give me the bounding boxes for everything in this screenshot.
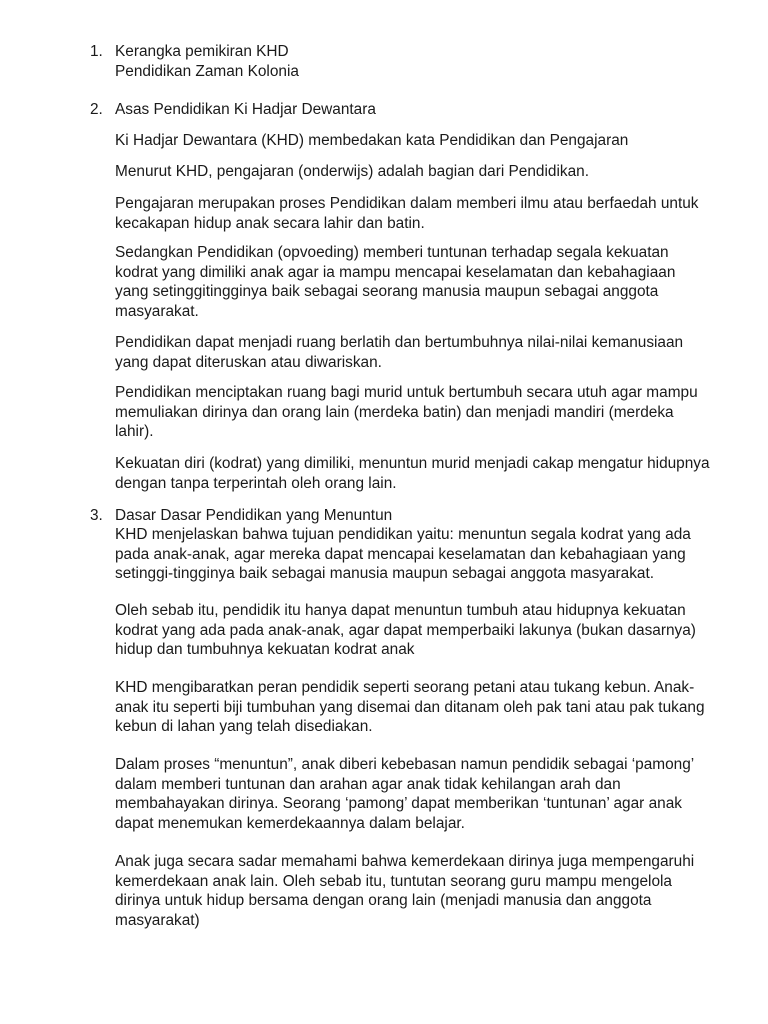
text-line: Ki Hadjar Dewantara (KHD) membedakan kata Pendidikan dan Pengajaran bbox=[115, 132, 629, 149]
item-subtitle: Pendidikan Zaman Kolonia bbox=[115, 62, 299, 80]
paragraph bbox=[115, 601, 696, 660]
text-line: Pendidikan dapat menjadi ruang berlatih dan bertumbuhnya nilai-nilai kemanusiaan bbox=[115, 334, 684, 351]
item-title: Kerangka pemikiran KHD bbox=[115, 43, 289, 60]
text-line: kemerdekaan anak lain. Oleh sebab itu, tuntutan seorang guru mampu mengelola bbox=[115, 872, 672, 890]
text-line: setinggi-tingginya baik sebagai manusia maupun sebagai anggota masyarakat. bbox=[115, 565, 655, 582]
list-number: 3. bbox=[90, 507, 103, 524]
paragraph bbox=[115, 525, 691, 584]
text-line: Anak juga secara sadar memahami bahwa kemerdekaan dirinya juga mempengaruhi bbox=[115, 853, 695, 870]
section-heading: Dasar Dasar Pendidikan yang Menuntun bbox=[115, 507, 393, 524]
text-line: memuliakan dirinya dan orang lain (merdeka batin) dan menjadi mandiri (merdeka bbox=[115, 403, 674, 421]
text-line: masyarakat) bbox=[115, 911, 200, 929]
text-line: Pendidikan menciptakan ruang bagi murid untuk bertumbuh secara utuh agar mampu bbox=[115, 384, 698, 401]
text-line: dapat menemukan kemerdekaannya dalam belajar. bbox=[115, 814, 465, 832]
paragraph bbox=[115, 383, 698, 442]
paragraph bbox=[115, 454, 710, 493]
paragraph bbox=[115, 852, 694, 930]
text-line: pada anak-anak, agar mereka dapat mencapai keselamatan dan kebahagiaan yang bbox=[115, 545, 686, 563]
paragraph bbox=[115, 162, 589, 182]
text-line: dengan tanpa terperintah oleh orang lain. bbox=[115, 474, 397, 492]
text-line: lahir). bbox=[115, 423, 154, 440]
text-line: anak itu seperti biji tumbuhan yang disemai dan ditanam oleh pak tani atau pak tukang bbox=[115, 698, 705, 716]
text-line: yang dapat diteruskan atau diwariskan. bbox=[115, 353, 382, 371]
paragraph bbox=[115, 194, 698, 233]
text-line: kodrat yang dimiliki anak agar ia mampu mencapai keselamatan dan kebahagiaan bbox=[115, 263, 676, 281]
text-line: dirinya untuk hidup bersama dengan orang lain (menjadi manusia dan anggota bbox=[115, 892, 652, 909]
list-number: 2. bbox=[90, 101, 103, 118]
text-line: Oleh sebab itu, pendidik itu hanya dapat menuntun tumbuh atau hidupnya kekuatan bbox=[115, 602, 686, 619]
text-line: masyarakat. bbox=[115, 302, 199, 320]
text-line: KHD mengibaratkan peran pendidik seperti seorang petani atau tukang kebun. Anak- bbox=[115, 679, 695, 696]
text-line: Pengajaran merupakan proses Pendidikan dalam memberi ilmu atau berfaedah untuk bbox=[115, 195, 699, 212]
paragraph bbox=[115, 243, 675, 321]
paragraph bbox=[115, 333, 683, 372]
text-line: kodrat yang ada pada anak-anak, agar dapat memperbaiki lakunya (bukan dasarnya) bbox=[115, 621, 696, 639]
section-heading: Asas Pendidikan Ki Hadjar Dewantara bbox=[115, 101, 376, 118]
text-line: Dalam proses “menuntun”, anak diberi kebebasan namun pendidik sebagai ‘pamong’ bbox=[115, 756, 695, 773]
text-line: KHD menjelaskan bahwa tujuan pendidikan yaitu: menuntun segala kodrat yang ada bbox=[115, 526, 691, 543]
text-line: Menurut KHD, pengajaran (onderwijs) adalah bagian dari Pendidikan. bbox=[115, 163, 589, 180]
text-line: Kekuatan diri (kodrat) yang dimiliki, menuntun murid menjadi cakap mengatur hidupnya bbox=[115, 455, 710, 472]
paragraph bbox=[115, 755, 694, 833]
text-line: Sedangkan Pendidikan (opvoeding) memberi tuntunan terhadap segala kekuatan bbox=[115, 244, 669, 261]
list-number: 1. bbox=[90, 43, 103, 60]
paragraph bbox=[115, 131, 628, 151]
text-line: kebun di lahan yang telah disediakan. bbox=[115, 718, 373, 735]
text-line: yang setinggitingginya baik sebagai seorang manusia maupun sebagai anggota bbox=[115, 283, 659, 300]
paragraph bbox=[115, 678, 705, 737]
text-line: hidup dan tumbuhnya kekuatan kodrat anak bbox=[115, 641, 415, 658]
text-line: kecakapan hidup anak secara lahir dan batin. bbox=[115, 214, 425, 232]
list-item-body bbox=[115, 42, 720, 81]
text-line: dalam memberi tuntunan dan arahan agar anak tidak kehilangan arah dan bbox=[115, 775, 621, 793]
text-line: membahayakan dirinya. Seorang ‘pamong’ dapat memberikan ‘tuntunan’ agar anak bbox=[115, 795, 682, 812]
